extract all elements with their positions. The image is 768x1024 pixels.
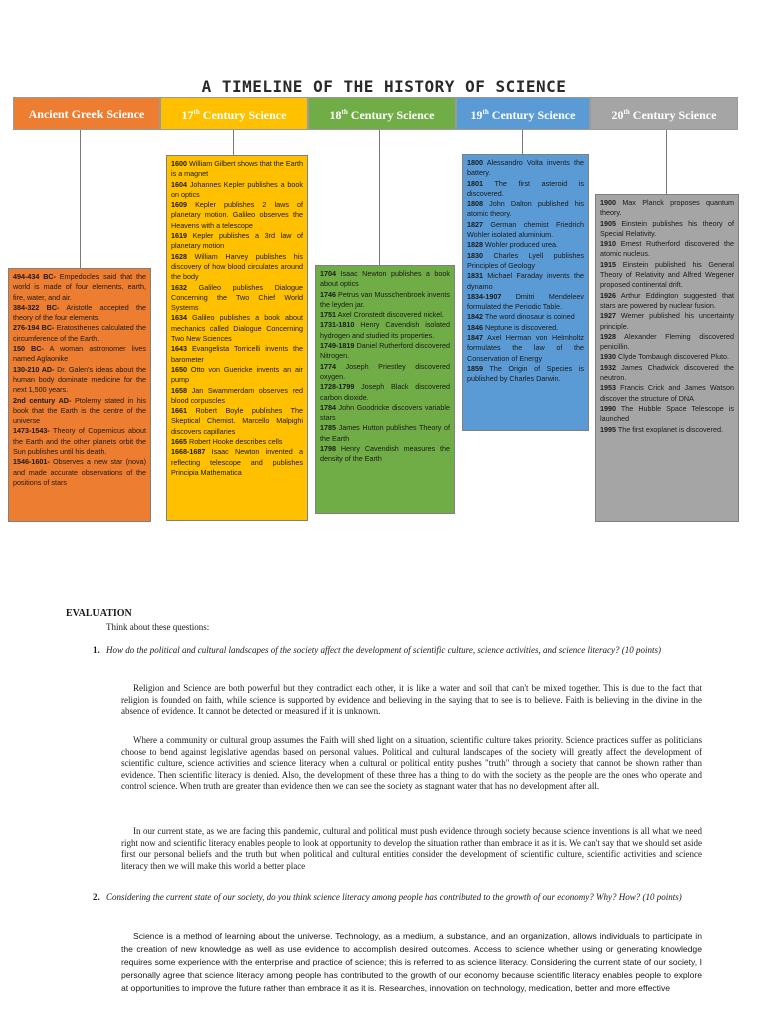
entry-text: James Chadwick discovered the neutron. (600, 362, 734, 383)
timeline-entry (320, 269, 450, 290)
entry-text: Robert Boyle publishes The Skeptical Chemist. Marcello Malpighi discovers capillaries (171, 406, 303, 436)
entry-year: 1846 (467, 322, 483, 332)
entry-text: Kepler publishes a 3rd law of planetary motion (171, 231, 303, 251)
entry-text: Henry Cavendish measures the density of the Earth (320, 444, 450, 464)
timeline-entry (467, 240, 584, 250)
evaluation-intro: Think about these questions: (106, 622, 210, 632)
entry-year: 150 BC- (13, 344, 44, 354)
entry-text: Axel Cronstedt discovered nickel. (336, 310, 444, 320)
entry-text: Observes a new star (nova) and made accurate observations of the positions of stars (13, 457, 146, 487)
entry-text: Francis Crick and James Watson discover the structure of DNA (600, 383, 734, 403)
timeline-entry (320, 290, 450, 311)
entry-text: Galileo publishes Dialogue Concerning the Two Chief World Systems (171, 282, 303, 313)
entry-year: 1808 (467, 199, 483, 209)
timeline-entry (467, 158, 584, 179)
entry-text: Einstein publishes his theory of Special Relativity. (600, 218, 734, 238)
entry-year: 1928 (600, 331, 616, 341)
header-20th-century-science (590, 97, 738, 130)
17th-century-events-box (166, 155, 308, 521)
entry-year: 1926 (600, 290, 616, 300)
entry-text: Neptune is discovered. (483, 322, 559, 332)
entry-text: German chemist Friedrich Wohler isolated aluminium. (467, 219, 584, 240)
timeline-entry (600, 332, 734, 353)
entry-year: 1831 (467, 271, 483, 281)
question-1 (93, 644, 702, 656)
timeline-entry (467, 251, 584, 272)
question-text: Considering the current state of our society, do you think science literacy among people has contributed to the growth of our economy? Why? How? (10 points) (106, 892, 682, 902)
timeline-entry (320, 382, 450, 403)
entry-text: Alessandro Volta invents the battery. (467, 158, 584, 178)
header-label: 20th Century Science (611, 108, 717, 122)
timeline-entry (600, 291, 734, 312)
answer-paragraph: In our current state, as we are facing this pandemic, cultural and political must push evidence through society because science inventions is all what we need right now and scientific literacy enables people to look at opportunity to develop the situation rather than embrace it as it is. We can't say that we should set aside first our personal beliefs and the truth but when political and cultural entities consider the development of scientific culture, scientific activities and science literacy then we will make this world a better place (121, 826, 702, 871)
entry-text: Joseph Black discovered carbon dioxide. (320, 382, 450, 402)
entry-year: 1546-1601- (13, 457, 50, 467)
entry-text: Axel Herman von Helmholtz formulates the law of the Conservation of Energy (467, 333, 584, 363)
entry-text: Aristotle accepted the theory of the four elements (13, 302, 146, 323)
entry-year: 1643 (171, 344, 187, 354)
entry-year: 1632 (171, 282, 187, 292)
entry-year: 1953 (600, 383, 616, 393)
answer-paragraph: Science is a method of learning about the universe. Technology, as a medium, a substance, and an organization, allows individuals to participate in the creation of new knowledge as well as use evidence to accomplish desired outcomes. Access to science whether using or generating knowledge requires some experience with the enterprise and practice of science; this is referred to as science literacy. Considering the current state of our society, I personally agree that science literacy among people has contributed to the growth of our economy because scientific literacy enables people to explore at opportunities to improve the future rather than embrace it as it is. Researches, innovation on technology, medication, better and more effective (121, 931, 702, 993)
timeline-entry (600, 352, 734, 362)
entry-text: Ptolemy stated in his book that the Earth is the centre of the universe (13, 395, 146, 426)
timeline-entry (467, 199, 584, 220)
18th-century-events-box (315, 265, 455, 514)
entry-text: Galileo publishes a book about mechanics called Dialogue Concerning Two New Sciences (171, 313, 303, 344)
timeline-entry (13, 323, 146, 344)
entry-text: James Hutton publishes Theory of the Earth (320, 423, 450, 443)
timeline-entry (600, 363, 734, 384)
timeline-entry (171, 159, 303, 180)
timeline-entry (600, 260, 734, 291)
entry-year: 1828 (467, 240, 483, 250)
timeline-entry (600, 404, 734, 425)
timeline-entry (13, 365, 146, 396)
timeline-entry (467, 292, 584, 313)
entry-text: A woman astronomer lives named Aglaonike (13, 344, 147, 364)
header-label: Ancient Greek Science (28, 106, 145, 121)
timeline-entry (171, 406, 303, 437)
question-2 (93, 891, 702, 903)
entry-year: 1749-1819 (320, 341, 355, 351)
connector-line (666, 130, 667, 194)
ancient-greek-events-box (8, 268, 151, 522)
header-label: 17th Century Science (181, 108, 287, 122)
header-label: 18th Century Science (329, 108, 435, 122)
timeline-entry (320, 310, 450, 320)
entry-text: Michael Faraday invents the dynamo (467, 271, 584, 291)
20th-century-events-box (595, 194, 739, 522)
timeline-entry (600, 198, 734, 219)
entry-year: 1751 (320, 310, 336, 320)
entry-text: The Hubble Space Telescope is launched (600, 403, 734, 424)
entry-year: 1990 (600, 403, 616, 413)
entry-year: 1746 (320, 289, 336, 299)
entry-text: Petrus van Musschenbroek invents the leyden jar. (320, 289, 450, 309)
entry-text: Arthur Eddington suggested that stars are powered by nuclear fusion. (600, 290, 734, 310)
timeline-entry (171, 447, 303, 478)
timeline-entry (467, 333, 584, 364)
answer-paragraph: Where a community or cultural group assumes the Faith will shed light on a situation, scientific culture takes priority. Science practices suffer as politicians choose to bend against legislative agendas based on personal values. Political and cultural landscapes of the society will greatly affect the development of scientific culture, science activities and science literacy when a cultural or political entity pushes "truth" through a society that cannot be shown rather than evidence. Then scientific literacy is denied. Also, the development of these three has a thing to do with the society as the people are the ones who operate and control science. When truth are greater than evidence then we can see the society as stagnant water that has no development after all. (121, 735, 702, 792)
question-number: 2. (93, 892, 100, 902)
entry-year: 1910 (600, 239, 616, 249)
entry-text: Werner published his uncertainty principle. (600, 311, 734, 331)
19th-century-events-box (462, 154, 589, 431)
entry-year: 1728-1799 (320, 382, 355, 392)
entry-year: 1995 (600, 424, 616, 434)
timeline-entry (171, 252, 303, 283)
entry-year: 1930 (600, 352, 616, 362)
header-label: 19th Century Science (470, 108, 576, 122)
timeline-entry (13, 344, 146, 365)
entry-year: 1704 (320, 269, 336, 278)
timeline-entry (600, 383, 734, 404)
entry-text: John Dalton published his atomic theory. (467, 199, 584, 219)
entry-text: Isaac Newton publishes a book about optics (320, 269, 450, 289)
entry-text: Evangelista Torricelli invents the barometer (171, 344, 303, 364)
entry-year: 384-322 BC- (13, 302, 60, 312)
entry-text: Max Planck proposes quantum theory. (600, 198, 734, 218)
entry-year: 1801 (467, 178, 483, 188)
entry-text: Johannes Kepler publishes a book on optics (171, 179, 303, 199)
timeline-entry (600, 425, 734, 435)
timeline-entry (13, 426, 146, 457)
timeline-entry (467, 312, 584, 322)
header-17th-century-science (160, 97, 308, 130)
entry-year: 1661 (171, 406, 187, 416)
entry-text: Isaac Newton invented a reflecting telescope and publishes Principia Mathematica (171, 447, 303, 477)
header-18th-century-science (308, 97, 456, 130)
timeline-entry (320, 341, 450, 362)
timeline-entry (467, 179, 584, 200)
entry-year: 1609 (171, 200, 187, 210)
entry-text: Theory of Copernicus about the Earth and the other planets orbit the Sun publishes until his death. (13, 426, 146, 457)
timeline-entry (320, 444, 450, 465)
timeline-entry (467, 220, 584, 241)
entry-year: 130-210 AD- (13, 364, 55, 374)
entry-year: 1798 (320, 444, 336, 454)
header-ancient-greek-science (13, 97, 160, 130)
entry-text: Jan Swammerdam observes red blood corpuscles (171, 385, 303, 405)
header-19th-century-science (456, 97, 590, 130)
timeline-entry (320, 403, 450, 424)
entry-text: Wohler produced urea. (483, 240, 558, 250)
timeline-entry (467, 271, 584, 292)
entry-year: 1785 (320, 423, 336, 433)
entry-year: 1658 (171, 385, 187, 395)
timeline-entry (13, 396, 146, 427)
entry-year: 1600 (171, 159, 187, 168)
entry-text: William Harvey publishes his discovery of how blood circulates around the body (171, 251, 303, 282)
timeline-entry (171, 386, 303, 407)
timeline-entry (600, 219, 734, 240)
timeline-entry (467, 364, 584, 385)
entry-year: 494-434 BC- (13, 272, 56, 281)
entry-year: 1619 (171, 231, 187, 241)
connector-line (233, 130, 234, 155)
entry-text: Dmitri Mendeleev formulated the Periodic Table. (467, 291, 584, 312)
entry-text: Henry Cavendish isolated hydrogen and studied its properties. (320, 320, 450, 340)
timeline-entry (171, 437, 303, 447)
answer-paragraph: Religion and Science are both powerful but they contradict each other, it is like a water and soil that can't be mixed together. This is due to the fact that religion is founded on faith, while science is supported by evidence and believing in the saying that to see is to believe. Faith is believing in the divine in the absence of evidence. It cannot be detected or measured if it is unknown. (121, 683, 702, 717)
evaluation-heading: EVALUATION (66, 608, 132, 619)
entry-text: William Gilbert shows that the Earth is a magnet (171, 159, 303, 179)
page-title: A TIMELINE OF THE HISTORY OF SCIENCE (201, 77, 567, 96)
timeline-entry (171, 200, 303, 231)
entry-text: Ernest Rutherford discovered the atomic nucleus. (600, 239, 734, 259)
entry-year: 1668-1687 (171, 447, 206, 457)
timeline-entry (600, 311, 734, 332)
entry-year: 1915 (600, 259, 616, 269)
entry-text: Robert Hooke describes cells (187, 437, 283, 447)
entry-text: Otto von Guericke invents an air pump (171, 364, 303, 385)
entry-year: 1927 (600, 311, 616, 321)
entry-year: 1473-1543- (13, 426, 50, 436)
entry-text: John Goodricke discovers variable stars (320, 402, 450, 423)
entry-year: 1800 (467, 158, 483, 167)
timeline-entry (13, 272, 146, 303)
entry-text: Kepler publishes 2 laws of planetary motion. Galileo observes the Heavens with a telescope (171, 200, 303, 230)
entry-year: 1827 (467, 219, 483, 229)
entry-text: Alexander Fleming discovered penicillin. (600, 331, 734, 352)
entry-year: 1830 (467, 250, 483, 260)
entry-text: The word dinosaur is coined (483, 312, 575, 322)
entry-year: 1784 (320, 402, 336, 412)
entry-text: Dr. Galen's ideas about the human body dominate medicine for the next 1,500 years. (13, 364, 146, 395)
timeline-entry (320, 423, 450, 444)
entry-text: Charles Lyell publishes Principles of Geology (467, 250, 584, 270)
entry-year: 1604 (171, 179, 187, 189)
timeline-entry (171, 365, 303, 386)
connector-line (522, 130, 523, 154)
entry-text: Eratosthenes calculated the circumference of the Earth. (13, 323, 146, 343)
entry-text: Joseph Priestley discovered oxygen. (320, 361, 450, 381)
entry-year: 1628 (171, 251, 187, 261)
entry-text: The Origin of Species is published by Charles Darwin. (467, 363, 584, 384)
entry-year: 1932 (600, 362, 616, 372)
timeline-entry (171, 313, 303, 344)
entry-year: 1774 (320, 361, 336, 371)
timeline-entry (320, 362, 450, 383)
question-number: 1. (93, 645, 100, 655)
entry-text: Einstein published his General Theory of Relativity and Alfred Wegener proposed continental drift. (600, 259, 734, 290)
entry-text: Clyde Tombaugh discovered Pluto. (616, 352, 729, 362)
connector-line (379, 130, 380, 265)
entry-text: The first asteroid is discovered. (467, 178, 584, 198)
entry-year: 276-194 BC- (13, 323, 55, 333)
entry-year: 1842 (467, 312, 483, 322)
timeline-entry (171, 344, 303, 365)
timeline-entry (13, 303, 146, 324)
entry-year: 2nd century AD- (13, 395, 72, 405)
timeline-entry (171, 180, 303, 201)
entry-year: 1834-1907 (467, 291, 502, 301)
timeline-entry (171, 283, 303, 314)
connector-line (80, 130, 81, 268)
timeline-entry (13, 457, 146, 488)
entry-year: 1731-1810 (320, 320, 355, 330)
timeline-entry (171, 231, 303, 252)
entry-year: 1859 (467, 363, 483, 373)
entry-text: The first exoplanet is discovered. (616, 424, 723, 434)
timeline-entry (467, 323, 584, 333)
entry-year: 1905 (600, 218, 616, 228)
entry-year: 1634 (171, 313, 187, 323)
entry-text: Daniel Rutherford discovered Nitrogen. (320, 341, 450, 361)
entry-year: 1650 (171, 364, 187, 374)
entry-text: Empedocles said that the world is made of four elements, earth, fire, water, and air. (13, 272, 146, 302)
entry-year: 1847 (467, 333, 483, 343)
question-text: How do the political and cultural landscapes of the society affect the development of scientific culture, science activities, and science literacy? (10 points) (106, 645, 662, 655)
entry-year: 1665 (171, 437, 187, 447)
timeline-entry (320, 320, 450, 341)
timeline-entry (600, 239, 734, 260)
entry-year: 1900 (600, 198, 616, 207)
